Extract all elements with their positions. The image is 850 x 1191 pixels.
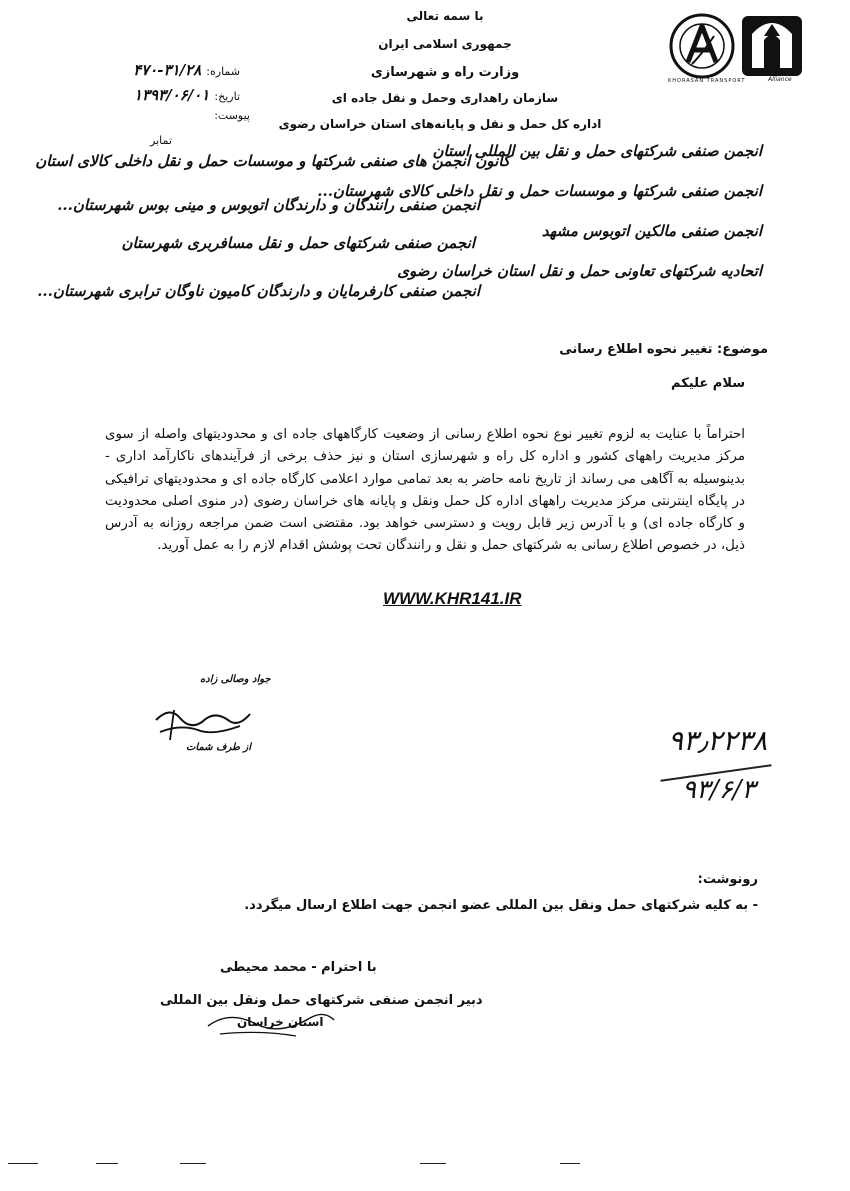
- signer-title: از طرف شمات: [186, 742, 252, 753]
- closing-line: با احترام - محمد محیطی: [220, 960, 377, 975]
- addressee-right-2: انجمن صنفی شرکتها و موسسات حمل و نقل داخلی کالای شهرستان...: [317, 182, 762, 200]
- cc-text: - به کلیه شرکتهای حمل ونقل بین المللی عضو انجمن جهت اطلاع ارسال میگردد.: [244, 898, 758, 913]
- registration-number: ۹۳٫۲۲۳۸: [668, 724, 768, 757]
- subject-line: [559, 342, 768, 357]
- organization-logo: [660, 6, 810, 88]
- letter-date-value: ۱۳۹۳/۰۶/۰۱: [133, 86, 210, 104]
- logo-mark-text: KHORASAN TRANSPORT: [668, 78, 746, 84]
- letter-date-label: تاریخ:: [214, 90, 240, 103]
- letter-body: احتراماً با عنایت به لزوم تغییر نوع نحوه اطلاع رسانی از وضعیت کارگاههای جاده ای و محدودیتهای واصله از سوی مرکز مدیریت راههای کشور و اداره کل راه و شهرسازی استان و نیز حذف برخی از فرآیندهای ناکارآمد اداری - بدینوسیله به آگاهی می رساند از تاریخ نامه حاضر به بعد تمامی موارد اعلامی کارگاه جاده ای و محدودیتهای ترافیکی در پایگاه اینترنتی مرکز مدیریت راههای اداره کل حمل ونقل و پایانه های خراسان رضوی (در منوی اصلی محدودیت و کارگاه جاده ای) و با آدرس زیر قابل رویت و دسترسی خواهد بود. مقتضی است ضمن مراجعه روزانه به آدرس ذیل، در خصوص اطلاع رسانی به شرکتهای حمل و نقل و رانندگان تحت پوشش اقدام لازم را به عمل آورید.: [105, 427, 745, 554]
- signer-name: جواد وصالی زاده: [200, 674, 271, 685]
- ministry-name: وزارت راه و شهرسازی: [370, 65, 520, 80]
- registration-date: ۹۳/۶/۳: [682, 775, 756, 805]
- addressee-left-1: کانون انجمن های صنفی شرکتها و موسسات حمل و نقل داخلی کالای استان: [35, 152, 510, 170]
- signer-region: استان خراسان: [237, 1015, 324, 1029]
- letter-number-label: شماره:: [206, 65, 240, 78]
- subject-text: تغییر نحوه اطلاع رسانی: [559, 342, 713, 357]
- website-link[interactable]: WWW.KHR141.IR: [383, 589, 522, 608]
- subject-label: موضوع:: [717, 342, 768, 357]
- addressee-right-4: اتحادیه شرکتهای تعاونی حمل و نقل استان خراسان رضوی: [397, 262, 762, 280]
- attachment-label: پیوست:: [214, 109, 250, 122]
- scan-mark-2: [96, 1163, 118, 1164]
- addressee-left-4: انجمن صنفی کارفرمایان و دارندگان کامیون ناوگان ترابری شهرستان...: [37, 282, 480, 300]
- cc-label: رونوشت:: [697, 872, 758, 887]
- letter-date-row: [124, 85, 240, 104]
- addressee-left-3: انجمن صنفی شرکتهای حمل و نقل مسافربری شهرستان: [121, 234, 475, 252]
- signer-position: دبیر انجمن صنفی شرکتهای حمل ونقل بین المللی: [160, 993, 483, 1008]
- scan-mark-4: [420, 1163, 446, 1164]
- country-name: جمهوری اسلامی ایران: [378, 37, 512, 51]
- department-name: اداره کل حمل و نقل و پایانه‌های استان خراسان رضوی: [278, 117, 602, 131]
- addressee-right-1: انجمن صنفی شرکتهای حمل و نقل بین المللی استان: [432, 142, 762, 160]
- letter-number-value: ۳۱/۲۸-۴۷۰: [133, 61, 202, 79]
- scan-mark-5: [560, 1163, 580, 1164]
- basmala: با سمه تعالی: [406, 9, 484, 23]
- scan-mark-3: [180, 1163, 206, 1164]
- organization-name: سازمان راهداری وحمل و نقل جاده ای: [331, 91, 559, 105]
- footer-signature: [200, 1000, 340, 1040]
- letter-number-row: [130, 60, 240, 79]
- scan-mark-1: [8, 1163, 38, 1164]
- addressee-right-3: انجمن صنفی مالکین اتوبوس مشهد: [541, 222, 762, 240]
- greeting: سلام علیکم: [671, 376, 745, 391]
- logo-caption: Alliance: [768, 76, 792, 83]
- addressee-heading: تمابر: [150, 134, 172, 147]
- addressee-left-2: انجمن صنفی رانندگان و دارندگان اتوبوس و مینی بوس شهرستان...: [57, 196, 480, 214]
